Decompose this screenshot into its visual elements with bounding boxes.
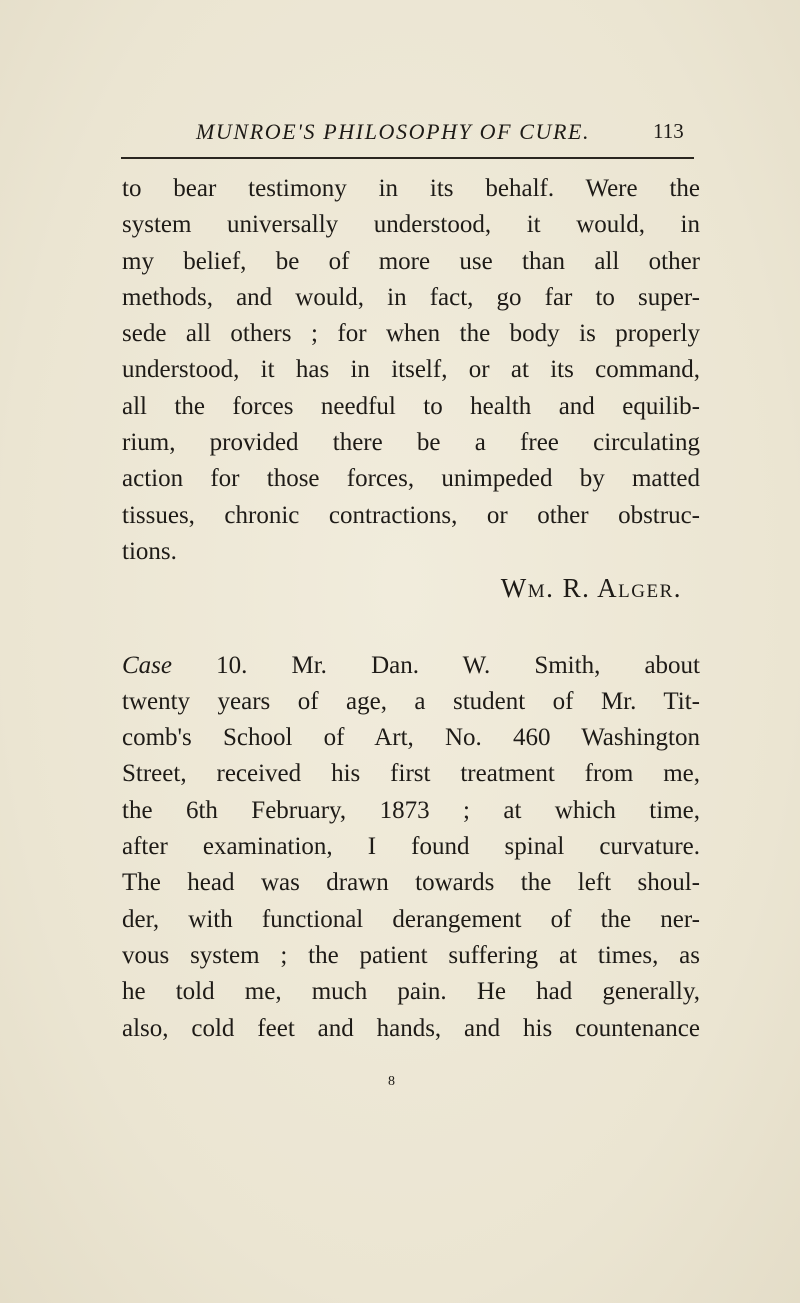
text-line: action for those forces, unimpeded by matted — [122, 465, 700, 493]
text-line: vous system ; the patient suffering at times, as — [122, 941, 700, 969]
case-heading-line — [122, 648, 700, 684]
running-head — [0, 119, 800, 149]
text-line: rium, provided there be a free circulating — [122, 429, 700, 457]
header-rule — [121, 157, 694, 159]
text-line: The head was drawn towards the left shoul- — [122, 869, 700, 897]
text-line: sede all others ; for when the body is properly — [122, 320, 700, 348]
printer-signature-mark: 8 — [388, 1074, 395, 1089]
text-line: system universally understood, it would, in — [122, 211, 700, 239]
text-line: also, cold feet and hands, and his countenance — [122, 1014, 700, 1042]
text-line: twenty years of age, a student of Mr. Tit- — [122, 687, 700, 715]
text-line: methods, and would, in fact, go far to super- — [122, 283, 700, 311]
text-line: comb's School of Art, No. 460 Washington — [122, 724, 700, 752]
text-line: to bear testimony in its behalf. Were the — [122, 175, 700, 202]
case-heading-text: 10. Mr. Dan. W. Smith, about — [172, 651, 700, 679]
text-line: he told me, much pain. He had generally, — [122, 978, 700, 1006]
text-line: der, with functional derangement of the ner- — [122, 905, 700, 933]
page-number: 113 — [653, 119, 684, 143]
body-text — [122, 171, 700, 1047]
running-title: MUNROE'S PHILOSOPHY OF CURE. — [196, 119, 591, 144]
text-line: my belief, be of more use than all other — [122, 247, 700, 275]
text-line: Street, received his first treatment from me, — [122, 760, 700, 788]
text-line: all the forces needful to health and equilib- — [122, 392, 700, 420]
case-label: Case — [122, 651, 172, 679]
text-line: tions. — [122, 537, 177, 565]
letter-signature: Wm. R. Alger. — [500, 573, 682, 604]
text-line: understood, it has in itself, or at its command, — [122, 356, 700, 384]
text-line: tissues, chronic contractions, or other obstruc- — [122, 501, 700, 529]
paragraph-gap — [122, 607, 700, 648]
text-line: the 6th February, 1873 ; at which time, — [122, 796, 700, 824]
text-line: after examination, I found spinal curvature. — [122, 833, 700, 861]
